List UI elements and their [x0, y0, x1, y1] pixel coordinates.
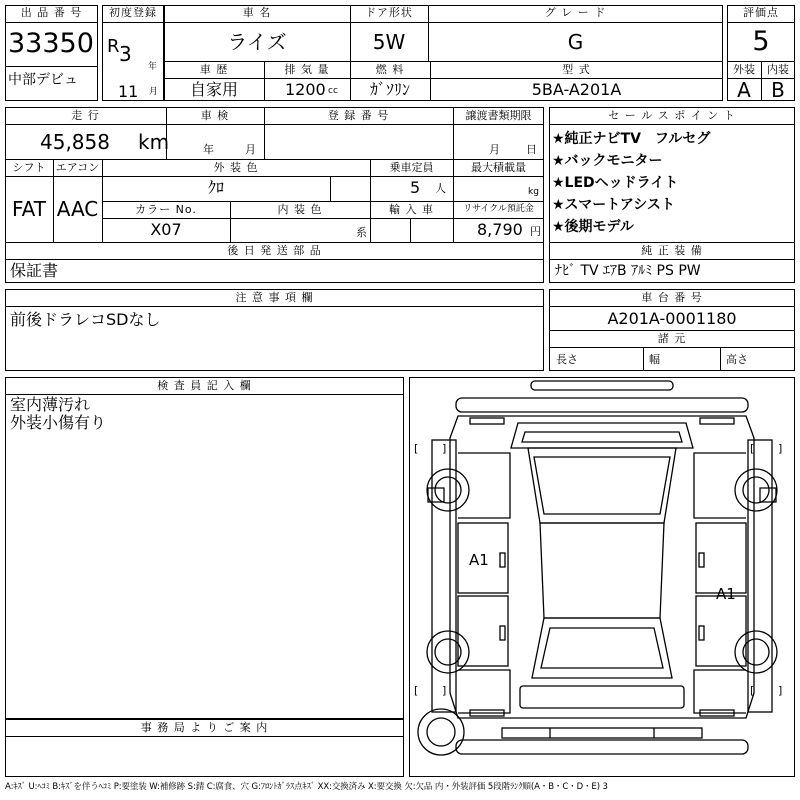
svg-text:]: ]: [442, 684, 447, 697]
recycle-fee-label: リサイクル預託金: [463, 204, 534, 214]
svg-text:[: [: [750, 684, 755, 697]
overall-score: 5: [752, 26, 770, 57]
sales-point-1: ★純正ナビTV フルセグ: [552, 131, 711, 147]
exterior-color: ｸﾛ: [207, 178, 224, 197]
venue-name: 中部デビュ: [8, 72, 78, 88]
first-registration-label: 初度登録: [109, 6, 157, 19]
aircon-label: エアコン: [55, 161, 100, 174]
era-letter: R: [107, 36, 120, 57]
month-unit: 月: [149, 87, 159, 97]
shift: FAT: [11, 197, 46, 221]
lot-number-label: 出 品 番 号: [20, 6, 83, 19]
legend-text: A:ｷｽﾞ U:ﾍｺﾐ B:ｷｽﾞを伴うﾍｺﾐ P:要塗装 W:補修跡 S:錆 C:腐食、穴 G:ﾌﾛﾝﾄｶﾞﾗｽ点ｷｽﾞ XX:交換済み X:要交換 欠:欠品 内・外装評価 5段階ﾗﾝｸ順(A・B・C・D・E) 3: [5, 782, 608, 792]
door-type: 5W: [372, 30, 406, 54]
exterior-color-label: 外 装 色: [213, 161, 259, 174]
car-name-label: 車 名: [242, 6, 272, 19]
svg-text:]: ]: [442, 442, 447, 455]
exterior-score-label: 外装: [733, 63, 755, 76]
genuine-equipment: ﾅﾋﾞ TV ｴｱB ｱﾙﾐ PS PW: [555, 263, 701, 279]
width-label: 幅: [649, 353, 660, 366]
svg-text:[: [: [750, 442, 755, 455]
mileage: 45,858: [40, 130, 110, 154]
interior-score: B: [771, 78, 785, 102]
registration-month: 11: [118, 82, 139, 101]
height-label: 高さ: [726, 353, 748, 366]
model-code-label: 型 式: [562, 63, 591, 76]
svg-text:]: ]: [778, 684, 783, 697]
inspector-label: 検 査 員 記 入 欄: [157, 379, 252, 392]
shift-label: シフト: [12, 161, 46, 174]
interior-color-label: 内 装 色: [277, 203, 323, 216]
sales-point-2: ★バックモニター: [552, 153, 663, 169]
series-suffix: 系: [356, 226, 368, 239]
chassis-number-label: 車 台 番 号: [641, 291, 703, 304]
later-parts-label: 後 日 発 送 部 品: [227, 244, 322, 257]
inspection-year-unit: 年: [203, 143, 215, 156]
car-diagram-box: [409, 377, 795, 777]
fuel-label: 燃 料: [375, 63, 405, 76]
registration-number-label: 登 録 番 号: [327, 109, 390, 122]
inspector-note-1: 室内薄汚れ: [10, 395, 91, 414]
inspection-label: 車 検: [200, 109, 230, 122]
grade-label: グ レ ー ド: [544, 6, 607, 19]
history: 自家用: [189, 80, 238, 99]
later-parts: 保証書: [10, 261, 59, 280]
score-label: 評価点: [743, 6, 779, 19]
imported-label: 輸 入 車: [389, 203, 434, 216]
office-notice-label: 事 務 局 よ り ご 案 内: [140, 721, 269, 734]
person-unit: 人: [435, 182, 447, 195]
car-name: ライズ: [227, 30, 287, 54]
mileage-label: 走 行: [71, 109, 100, 122]
grade: G: [567, 30, 584, 54]
caution-text: 前後ドラレコSDなし: [10, 310, 161, 329]
registration-year: 3: [119, 42, 132, 66]
damage-mark-left: A1: [469, 551, 489, 569]
color-no-label: カラー No.: [135, 203, 197, 216]
inspection-month-unit: 月: [245, 143, 257, 156]
genuine-equipment-label: 純 正 装 備: [641, 244, 703, 257]
aircon: AAC: [56, 197, 99, 221]
kg-unit: kg: [528, 187, 539, 197]
capacity-label: 乗車定員: [389, 161, 434, 174]
specs-label: 諸 元: [657, 332, 687, 345]
door-type-label: ドア形状: [365, 6, 413, 19]
exterior-score: A: [737, 78, 751, 102]
model-code: 5BA-A201A: [531, 80, 622, 99]
cc-unit: cc: [328, 86, 338, 96]
year-unit: 年: [148, 62, 158, 72]
displacement: 1200: [285, 80, 326, 99]
transfer-deadline-label: 譲渡書類期限: [465, 109, 532, 122]
history-label: 車 歴: [199, 63, 229, 76]
sales-point-5: ★後期モデル: [552, 219, 634, 235]
sales-point-4: ★スマートアシスト: [552, 197, 675, 213]
displacement-label: 排 気 量: [284, 63, 330, 76]
max-load-label: 最大積載量: [471, 161, 526, 174]
svg-text:[: [: [414, 684, 419, 697]
yen-unit: 円: [530, 225, 542, 238]
recycle-fee: 8,790: [477, 220, 523, 239]
damage-mark-right: A1: [716, 585, 736, 603]
deadline-day-unit: 日: [526, 143, 538, 156]
svg-text:[: [: [414, 442, 419, 455]
deadline-month-unit: 月: [489, 143, 501, 156]
lot-number: 33350: [8, 28, 94, 59]
fuel: ｶﾞｿﾘﾝ: [369, 80, 410, 99]
car-body-diagram: [410, 378, 794, 776]
sales-point-3: ★LEDヘッドライト: [552, 175, 679, 191]
sales-points-label: セ ー ル ス ポ イ ン ト: [608, 109, 736, 122]
color-number: X07: [150, 220, 182, 239]
svg-text:]: ]: [778, 442, 783, 455]
interior-score-label: 内装: [767, 63, 789, 76]
inspector-note-2: 外装小傷有り: [10, 413, 107, 432]
capacity: 5: [410, 178, 421, 197]
length-label: 長さ: [556, 353, 578, 366]
chassis-number: A201A-0001180: [607, 309, 737, 328]
km-unit: km: [138, 130, 170, 154]
caution-label: 注 意 事 項 欄: [235, 291, 314, 304]
